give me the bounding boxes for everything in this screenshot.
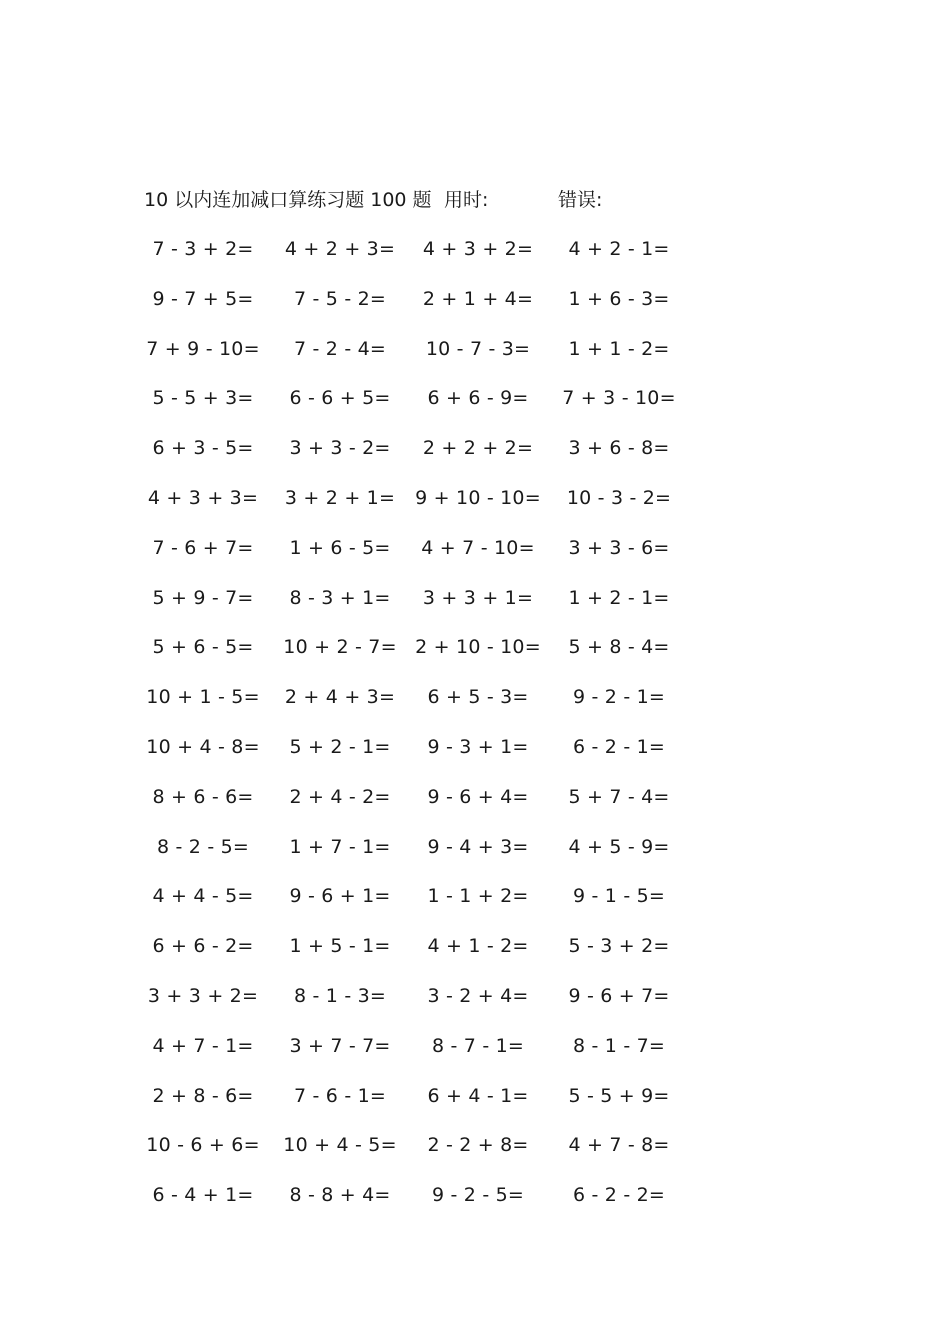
problem-cell: 9 - 6 + 7= [568, 984, 670, 1007]
problem-cell: 8 - 1 - 7= [572, 1034, 666, 1057]
problem-row [0, 1130, 950, 1180]
problem-cell: 7 - 3 + 2= [152, 238, 254, 260]
worksheet-title: 10 以内连加减口算练习题 100 题 [144, 189, 432, 211]
problem-cell: 10 + 4 - 5= [283, 1134, 397, 1157]
problem-cell: 3 + 2 + 1= [284, 486, 396, 509]
problem-cell: 1 - 1 + 2= [427, 885, 529, 908]
problem-cell: 1 + 6 - 5= [289, 536, 391, 559]
problem-cell: 4 + 7 - 8= [568, 1134, 670, 1157]
problem-cell: 9 + 10 - 10= [415, 486, 541, 509]
problem-cell: 2 + 10 - 10= [415, 636, 541, 659]
problem-cell: 7 - 6 + 7= [152, 536, 254, 559]
errors-label: 错误: [558, 189, 603, 211]
problem-cell: 4 + 7 - 10= [421, 536, 535, 559]
problem-cell: 8 - 8 + 4= [289, 1184, 391, 1207]
problem-cell: 3 + 7 - 7= [289, 1034, 391, 1057]
problem-cell: 6 - 4 + 1= [152, 1184, 254, 1207]
problem-row [0, 931, 950, 981]
problem-row [0, 284, 950, 334]
problem-row [0, 533, 950, 583]
problem-cell: 4 + 2 - 1= [568, 238, 670, 260]
problem-row [0, 483, 950, 533]
problem-row [0, 632, 950, 682]
problem-row [0, 433, 950, 483]
problem-cell: 6 + 4 - 1= [427, 1084, 529, 1107]
problem-row [0, 383, 950, 433]
problem-cell: 3 + 3 + 1= [422, 586, 534, 609]
problem-cell: 10 - 6 + 6= [146, 1134, 260, 1157]
problem-row [0, 981, 950, 1031]
problem-cell: 6 + 6 - 2= [152, 935, 254, 958]
problem-cell: 6 - 2 - 1= [572, 735, 666, 758]
problem-cell: 6 + 3 - 5= [152, 437, 254, 460]
problem-row [0, 682, 950, 732]
problem-cell: 3 + 6 - 8= [568, 437, 670, 460]
problem-cell: 3 + 3 - 2= [289, 437, 391, 460]
problem-row [0, 1081, 950, 1131]
problem-cell: 5 + 6 - 5= [152, 636, 254, 659]
problem-cell: 4 + 2 + 3= [284, 238, 396, 260]
problem-cell: 7 + 9 - 10= [146, 337, 260, 360]
problem-cell: 2 + 4 + 3= [284, 686, 396, 709]
problem-cell: 1 + 7 - 1= [289, 835, 391, 858]
problem-row [0, 881, 950, 931]
problem-cell: 6 + 6 - 9= [427, 387, 529, 410]
problem-row [0, 1180, 950, 1230]
problem-cell: 10 - 3 - 2= [566, 486, 672, 509]
problem-cell: 8 - 1 - 3= [293, 984, 387, 1007]
problem-cell: 10 + 1 - 5= [146, 686, 260, 709]
problem-cell: 1 + 2 - 1= [568, 586, 670, 609]
problem-cell: 4 + 3 + 2= [422, 238, 534, 260]
problem-cell: 8 + 6 - 6= [152, 785, 254, 808]
problem-cell: 1 + 5 - 1= [289, 935, 391, 958]
problem-cell: 8 - 2 - 5= [156, 835, 250, 858]
problem-cell: 6 - 2 - 2= [572, 1184, 666, 1207]
problem-cell: 3 - 2 + 4= [427, 984, 529, 1007]
problem-row [0, 782, 950, 832]
problem-cell: 4 + 1 - 2= [427, 935, 529, 958]
problem-cell: 9 - 2 - 1= [572, 686, 666, 709]
problem-row [0, 583, 950, 633]
problem-cell: 10 - 7 - 3= [425, 337, 531, 360]
problem-cell: 7 - 2 - 4= [293, 337, 387, 360]
problem-cell: 9 - 3 + 1= [427, 735, 529, 758]
problem-cell: 9 - 4 + 3= [427, 835, 529, 858]
problem-cell: 8 - 3 + 1= [289, 586, 391, 609]
problem-cell: 10 + 4 - 8= [146, 735, 260, 758]
problem-cell: 2 + 2 + 2= [422, 437, 534, 460]
problem-cell: 2 - 2 + 8= [427, 1134, 529, 1157]
problem-cell: 4 + 7 - 1= [152, 1034, 254, 1057]
problem-row [0, 1031, 950, 1081]
problem-cell: 5 + 9 - 7= [152, 586, 254, 609]
problem-cell: 9 - 1 - 5= [572, 885, 666, 908]
problem-cell: 1 + 6 - 3= [568, 287, 670, 310]
problem-row [0, 732, 950, 782]
problem-cell: 5 + 8 - 4= [568, 636, 670, 659]
problem-cell: 9 - 2 - 5= [431, 1184, 525, 1207]
problem-cell: 3 + 3 - 6= [568, 536, 670, 559]
problem-cell: 4 + 4 - 5= [152, 885, 254, 908]
problem-cell: 2 + 4 - 2= [289, 785, 391, 808]
problem-cell: 1 + 1 - 2= [568, 337, 670, 360]
problem-row [0, 832, 950, 882]
problem-cell: 5 + 7 - 4= [568, 785, 670, 808]
problem-cell: 5 - 5 + 9= [568, 1084, 670, 1107]
problem-row [0, 334, 950, 384]
problem-cell: 3 + 3 + 2= [147, 984, 259, 1007]
problem-cell: 10 + 2 - 7= [283, 636, 397, 659]
problem-cell: 7 - 6 - 1= [293, 1084, 387, 1107]
problem-cell: 6 + 5 - 3= [427, 686, 529, 709]
problem-cell: 7 + 3 - 10= [562, 387, 676, 410]
problem-cell: 2 + 1 + 4= [422, 287, 534, 310]
problem-cell: 9 - 7 + 5= [152, 287, 254, 310]
problem-cell: 8 - 7 - 1= [431, 1034, 525, 1057]
problem-cell: 5 - 3 + 2= [568, 935, 670, 958]
problem-cell: 5 - 5 + 3= [152, 387, 254, 410]
problem-cell: 2 + 8 - 6= [152, 1084, 254, 1107]
problem-cell: 4 + 5 - 9= [568, 835, 670, 858]
problem-cell: 4 + 3 + 3= [147, 486, 259, 509]
problem-row [0, 234, 950, 284]
problem-cell: 5 + 2 - 1= [289, 735, 391, 758]
problem-cell: 6 - 6 + 5= [289, 387, 391, 410]
problem-cell: 7 - 5 - 2= [293, 287, 387, 310]
problem-cell: 9 - 6 + 1= [289, 885, 391, 908]
problem-grid [0, 234, 950, 1230]
problem-cell: 9 - 6 + 4= [427, 785, 529, 808]
time-used-label: 用时: [444, 189, 489, 211]
